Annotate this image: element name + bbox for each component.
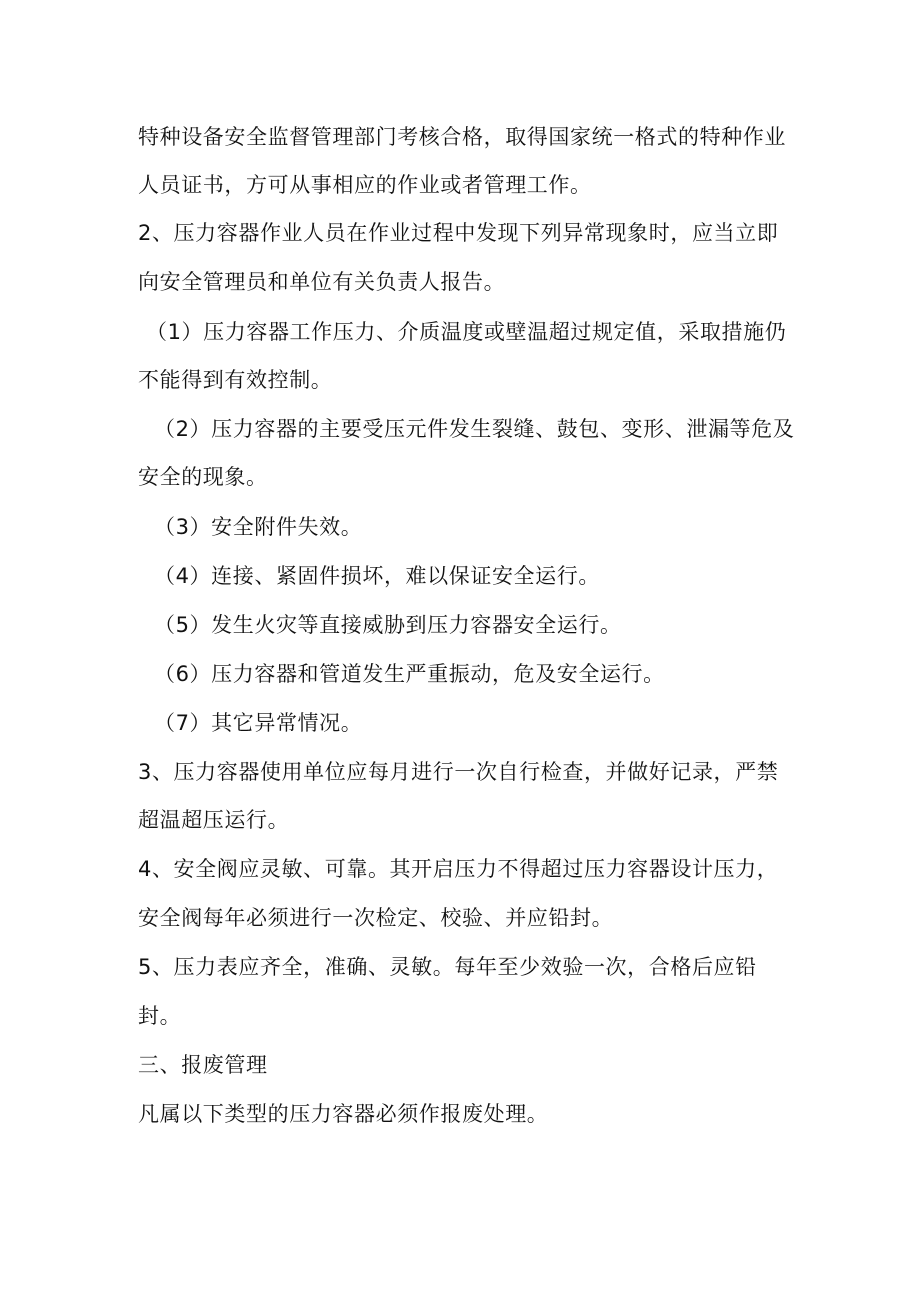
section-item-4: 4、安全阀应灵敏、可靠。其开启压力不得超过压力容器设计压力， — [138, 857, 779, 881]
text-line: 超温超压运行。 — [138, 808, 290, 832]
text-line: 人员证书，方可从事相应的作业或者管理工作。 — [138, 173, 592, 197]
list-item-6: （6）压力容器和管道发生严重振动，危及安全运行。 — [154, 662, 665, 686]
list-item-4: （4）连接、紧固件损坏，难以保证安全运行。 — [154, 564, 600, 588]
text-line: 不能得到有效控制。 — [138, 368, 333, 392]
list-item-3: （3）安全附件失效。 — [154, 515, 363, 539]
section-item-3: 3、压力容器使用单位应每月进行一次自行检查，并做好记录，严禁 — [138, 760, 779, 784]
text-line: 安全阀每年必须进行一次检定、校验、并应铅封。 — [138, 906, 614, 930]
list-item-5: （5）发生火灾等直接威胁到压力容器安全运行。 — [154, 613, 622, 637]
text-line: 凡属以下类型的压力容器必须作报废处理。 — [138, 1102, 549, 1126]
text-line: 安全的现象。 — [138, 465, 268, 489]
section-heading: 三、报废管理 — [138, 1053, 268, 1077]
section-item-2: 2、压力容器作业人员在作业过程中发现下列异常现象时，应当立即 — [138, 221, 779, 245]
text-line: 特种设备安全监督管理部门考核合格，取得国家统一格式的特种作业 — [138, 125, 786, 149]
list-item-1: （1）压力容器工作压力、介质温度或壁温超过规定值，采取措施仍 — [146, 320, 787, 344]
list-item-7: （7）其它异常情况。 — [154, 711, 363, 735]
text-line: 向安全管理员和单位有关负责人报告。 — [138, 270, 506, 294]
text-line: 封。 — [138, 1004, 182, 1028]
list-item-2: （2）压力容器的主要受压元件发生裂缝、鼓包、变形、泄漏等危及 — [154, 417, 795, 441]
section-item-5: 5、压力表应齐全，准确、灵敏。每年至少效验一次，合格后应铅 — [138, 955, 757, 979]
